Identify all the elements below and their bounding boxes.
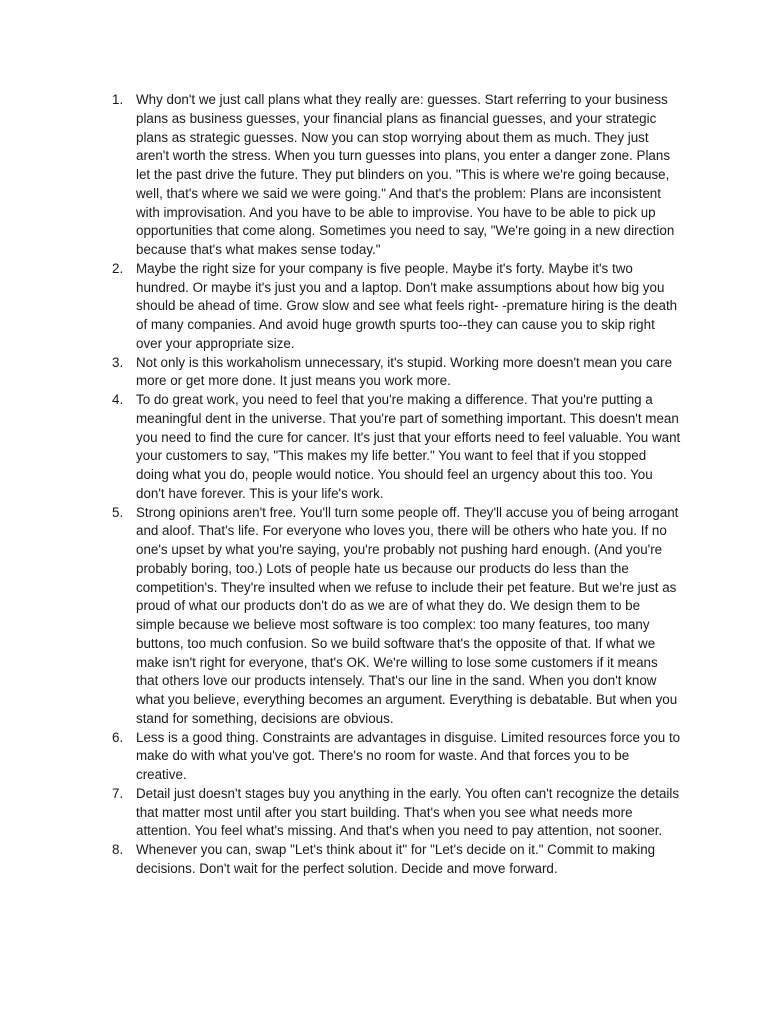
list-item	[108, 729, 682, 785]
list-item	[108, 91, 682, 260]
list-item-number: 5.	[112, 504, 124, 520]
list-item	[108, 260, 682, 354]
list-item	[108, 785, 682, 841]
list-item-number: 8.	[112, 842, 124, 857]
numbered-list	[108, 91, 682, 879]
list-item-text: Strong opinions aren't free. You'll turn some people off. They'll accuse you of being arrogant and aloof. That's life. For everyone who loves you, there will be others who hate you. If no one's upset by what you're saying, you're probably not pushing hard enough. (And you're probably boring, too.) Lots of people hate us because our products do less than the competition's. They're insulted when we refuse to include their pet feature. But we're just as proud of what our products don't do as we are of what they do. We design them to be simple because we believe most software is too complex: too many features, too many buttons, too much confusion. So we build software that's the opposite of that. If what we make isn't right for everyone, that's OK. We're willing to lose some customers if it means that others love our products intensely. That's our line in the sand. When you don't know what you believe, everything becomes an argument. Everything is debatable. But when you stand for something, decisions are obvious.	[136, 504, 679, 726]
list-item-number: 3.	[112, 354, 124, 370]
list-item-number: 7.	[112, 785, 124, 801]
list-item-text: Maybe the right size for your company is five people. Maybe it's forty. Maybe it's two hundred. Or maybe it's just you and a laptop. Don't make assumptions about how big you should be ahead of time. Grow slow and see what feels right- -premature hiring is the death of many companies. And avoid huge growth spurts too--they can cause you to skip right over your appropriate size.	[136, 260, 678, 351]
list-item	[108, 354, 682, 392]
list-item-number: 4.	[112, 392, 124, 407]
list-item-text: Why don't we just call plans what they really are: guesses. Start referring to your business plans as business guesses, your financial plans as financial guesses, and your strategic plans as strategic guesses. Now you can stop worrying about them as much. They just aren't worth the stress. When you turn guesses into plans, you enter a danger zone. Plans let the past drive the future. They put blinders on you. "This is where we're going because, well, that's where we said we were going." And that's the problem: Plans are inconsistent with improvisation. And you have to be able to improvise. You have to be able to pick up opportunities that come along. Sometimes you need to say, "We're going in a new direction because that's what makes sense today."	[136, 92, 675, 257]
list-item-number: 2.	[112, 260, 124, 276]
list-item-text: Less is a good thing. Constraints are advantages in disguise. Limited resources force you to make do with what you've got. There's no room for waste. And that forces you to be creative.	[136, 729, 681, 782]
list-item-text: Detail just doesn't stages buy you anything in the early. You often can't recognize the details that matter most until after you start building. That's when you see what needs more attention. You feel what's missing. And that's when you need to pay attention, not sooner.	[136, 785, 680, 839]
list-item-text: To do great work, you need to feel that you're making a difference. That you're putting a meaningful dent in the universe. That you're part of something important. This doesn't mean you need to find the cure for cancer. It's just that your efforts need to feel valuable. You want your customers to say, "This makes my life better." You want to feel that if you stopped doing what you do, people would notice. You should feel an urgency about this too. You don't have forever. This is your life's work.	[136, 392, 681, 501]
list-item	[108, 391, 682, 504]
list-item-number: 6.	[112, 729, 124, 745]
list-item-number: 1.	[112, 92, 124, 107]
list-item	[108, 504, 682, 729]
list-item	[108, 841, 682, 879]
list-item-text: Whenever you can, swap "Let's think about it" for "Let's decide on it." Commit to making decisions. Don't wait for the perfect solution. Decide and move forward.	[136, 842, 656, 876]
list-item-text: Not only is this workaholism unnecessary, it's stupid. Working more doesn't mean you care more or get more done. It just means you work more.	[136, 354, 673, 389]
